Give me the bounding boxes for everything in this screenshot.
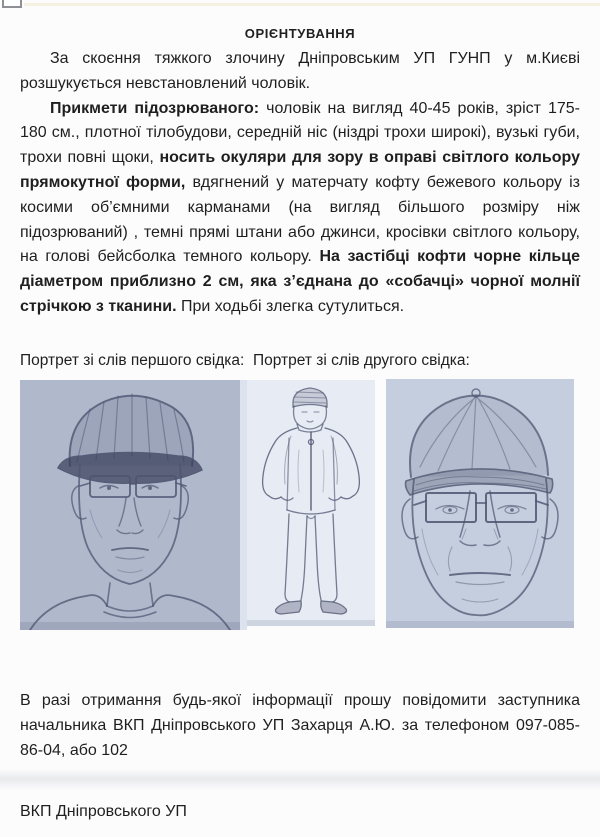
scan-shadow bbox=[0, 769, 600, 791]
photo-edge-strip bbox=[240, 380, 247, 630]
page-title: ОРІЄНТУВАННЯ bbox=[244, 26, 356, 41]
description-segment: вдягнений у матерчату кофту бежевого кольору із косими об’ємними карманами (на вигляд більшого розміру ніж підозрюваний) , темні прямі штани або джинси, кросівки світлого кольору, на голові бейсболка темного кольору. bbox=[20, 173, 581, 266]
sketch-head-baseball-cap bbox=[20, 380, 240, 630]
description-segment: Прикмети підозрюваного: bbox=[50, 99, 267, 117]
description-segment: носить окуляри для зору в оправі світлого кольору прямокутної форми, bbox=[20, 149, 581, 191]
signature-line: ВКП Дніпровського УП bbox=[20, 803, 187, 820]
pencil-sketch-full-body-icon bbox=[247, 380, 375, 626]
scan-edge-line bbox=[24, 3, 600, 6]
sketch-full-body bbox=[247, 380, 375, 626]
description-segment: При ходьбі злегка сутулиться. bbox=[180, 297, 405, 315]
intro-paragraph: За скоєння тяжкого злочину Дніпровським УП ГУНП у м.Києві розшукується невстановлений чоловік. bbox=[20, 50, 580, 92]
pencil-sketch-head-baseball-cap-icon bbox=[20, 380, 240, 630]
sketch-head-flat-cap bbox=[386, 379, 574, 628]
contact-paragraph: В разі отримання будь-якої інформації прошу повідомити заступника начальника ВКП Дніпровського УП Захарця А.Ю. за телефоном 097-085-86-04, або 102 bbox=[20, 692, 580, 759]
suspect-description-paragraph bbox=[20, 97, 580, 320]
caption-second-witness: Портрет зі слів другого свідка: bbox=[253, 352, 470, 369]
description-text bbox=[20, 47, 580, 320]
scan-corner-artifact bbox=[2, 0, 22, 8]
caption-first-witness: Портрет зі слів першого свідка: bbox=[20, 352, 245, 369]
pencil-sketch-head-flat-cap-icon bbox=[386, 379, 574, 628]
description-segment: чоловік на вигляд 40-45 років, зріст 175-180 см., плотної тілобудови, середній ніс (ніздрі трохи широкі), вузькі губи, трохи повні щоки, bbox=[20, 99, 580, 167]
description-segment: На застібці кофти чорне кільце діаметром приблизно 2 см, яка з’єднана до «собачці» чорної молнії стрічкою з тканини. bbox=[20, 248, 580, 315]
